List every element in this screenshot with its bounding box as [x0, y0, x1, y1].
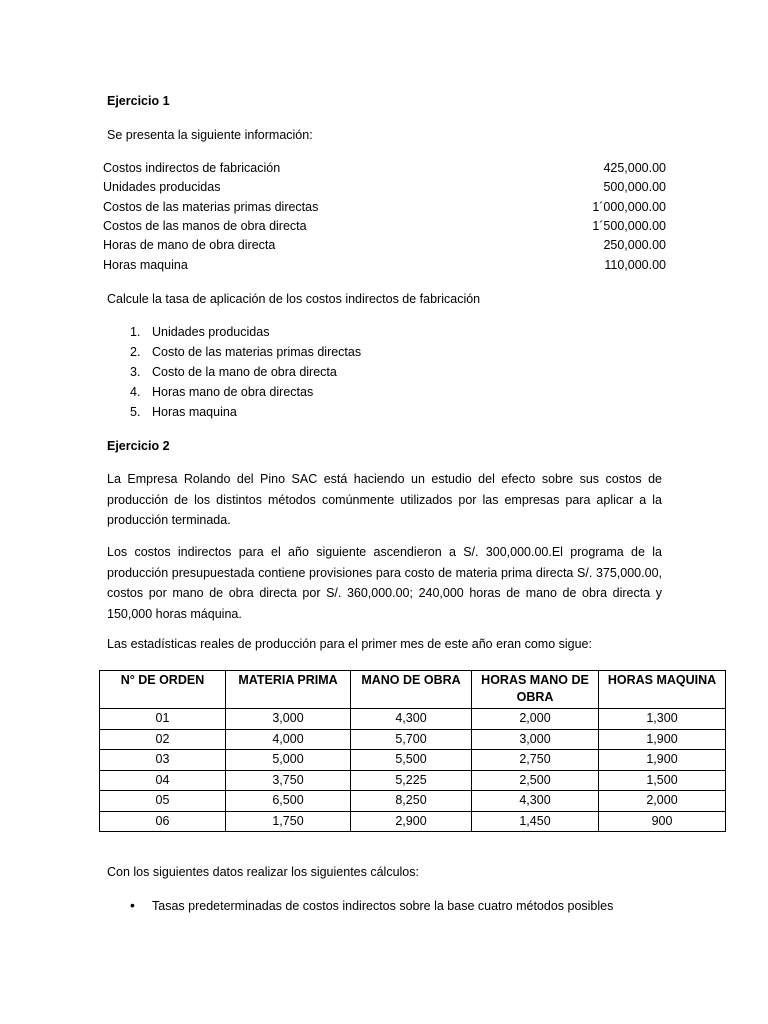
list-item	[130, 345, 361, 363]
ejercicio2-paragraph-3: Las estadísticas reales de producción para el primer mes de este año eran como sigue:	[107, 637, 592, 651]
table-row	[100, 729, 726, 750]
info-value: 425,000.00	[603, 161, 666, 175]
list-text: Horas maquina	[152, 405, 237, 419]
list-item	[130, 405, 237, 423]
ejercicio1-intro: Se presenta la siguiente información:	[107, 128, 313, 142]
header-orden: N° DE ORDEN	[100, 671, 226, 709]
info-label: Costos de las manos de obra directa	[103, 219, 307, 233]
table-cell: 03	[100, 750, 226, 771]
table-cell: 01	[100, 709, 226, 730]
header-horas-mano-de-obra: HORAS MANO DE OBRA	[472, 671, 599, 709]
info-label: Horas de mano de obra directa	[103, 238, 276, 252]
list-number: 3.	[130, 365, 141, 379]
list-item	[130, 365, 337, 383]
list-text: Costo de la mano de obra directa	[152, 365, 337, 379]
list-number: 4.	[130, 385, 141, 399]
table-cell: 1,300	[599, 709, 726, 730]
table-cell: 1,750	[226, 811, 351, 832]
header-horas-maquina: HORAS MAQUINA	[599, 671, 726, 709]
paragraph-text: Los costos indirectos para el año siguiente ascendieron a S/. 300,000.00.El programa de la producción presupuestada contiene provisiones para costo de materia prima directa S/. 375,000.00, costos por mano de obra directa por S/. 360,000.00; 240,000 horas de mano de obra directa y 150,000 horas máquina.	[107, 545, 662, 621]
table-cell: 2,000	[599, 791, 726, 812]
table-cell: 4,000	[226, 729, 351, 750]
list-text: Unidades producidas	[152, 325, 270, 339]
info-label: Costos de las materias primas directas	[103, 200, 319, 214]
list-text: Costo de las materias primas directas	[152, 345, 362, 359]
info-value: 500,000.00	[603, 180, 666, 194]
ejercicio2-paragraph-1	[107, 469, 662, 531]
info-value: 1´500,000.00	[592, 219, 666, 233]
table-cell: 3,750	[226, 770, 351, 791]
info-value: 250,000.00	[603, 238, 666, 252]
table-cell: 2,750	[472, 750, 599, 771]
table-cell: 6,500	[226, 791, 351, 812]
table-cell: 2,900	[351, 811, 472, 832]
bullet-icon: •	[130, 897, 135, 913]
bullet-item	[130, 897, 613, 913]
ejercicio2-title: Ejercicio 2	[107, 439, 170, 453]
table-cell: 06	[100, 811, 226, 832]
table-row	[100, 791, 726, 812]
list-item	[130, 385, 313, 403]
table-cell: 5,225	[351, 770, 472, 791]
info-row	[103, 238, 666, 256]
table-row	[100, 770, 726, 791]
info-value: 1´000,000.00	[592, 200, 666, 214]
table-cell: 1,450	[472, 811, 599, 832]
ejercicio1-title: Ejercicio 1	[107, 94, 170, 108]
ejercicio2-closing: Con los siguientes datos realizar los siguientes cálculos:	[107, 865, 419, 879]
list-number: 1.	[130, 325, 141, 339]
table-row	[100, 750, 726, 771]
table-cell: 900	[599, 811, 726, 832]
table-row	[100, 709, 726, 730]
list-item	[130, 325, 269, 343]
table-header-row	[100, 671, 726, 709]
table-cell: 1,500	[599, 770, 726, 791]
info-value: 110,000.00	[604, 258, 666, 272]
table-cell: 1,900	[599, 750, 726, 771]
table-cell: 05	[100, 791, 226, 812]
table-cell: 8,250	[351, 791, 472, 812]
info-row	[103, 180, 666, 198]
info-label: Horas maquina	[103, 258, 188, 272]
table-cell: 2,000	[472, 709, 599, 730]
production-table	[99, 670, 726, 832]
list-number: 5.	[130, 405, 141, 419]
table-cell: 5,500	[351, 750, 472, 771]
table-cell: 4,300	[351, 709, 472, 730]
table-cell: 04	[100, 770, 226, 791]
info-row	[103, 200, 666, 218]
list-number: 2.	[130, 345, 141, 359]
table-cell: 02	[100, 729, 226, 750]
table-cell: 5,700	[351, 729, 472, 750]
info-label: Costos indirectos de fabricación	[103, 161, 281, 175]
info-label: Unidades producidas	[103, 180, 221, 194]
table-cell: 4,300	[472, 791, 599, 812]
table-cell: 1,900	[599, 729, 726, 750]
table-cell: 3,000	[226, 709, 351, 730]
list-text: Horas mano de obra directas	[152, 385, 314, 399]
table-cell: 3,000	[472, 729, 599, 750]
table-row	[100, 811, 726, 832]
ejercicio2-paragraph-2	[107, 542, 662, 624]
info-row	[103, 258, 666, 276]
table-cell: 2,500	[472, 770, 599, 791]
table-cell: 5,000	[226, 750, 351, 771]
header-materia-prima: MATERIA PRIMA	[226, 671, 351, 709]
bullet-text: Tasas predeterminadas de costos indirectos sobre la base cuatro métodos posibles	[152, 899, 614, 913]
paragraph-text: La Empresa Rolando del Pino SAC está haciendo un estudio del efecto sobre sus costos de producción de los distintos métodos comúnmente utilizados por las empresas para aplicar a la producción terminada.	[107, 472, 662, 527]
ejercicio1-question: Calcule la tasa de aplicación de los costos indirectos de fabricación	[107, 292, 481, 306]
info-row	[103, 161, 666, 179]
info-row	[103, 219, 666, 237]
header-mano-de-obra: MANO DE OBRA	[351, 671, 472, 709]
